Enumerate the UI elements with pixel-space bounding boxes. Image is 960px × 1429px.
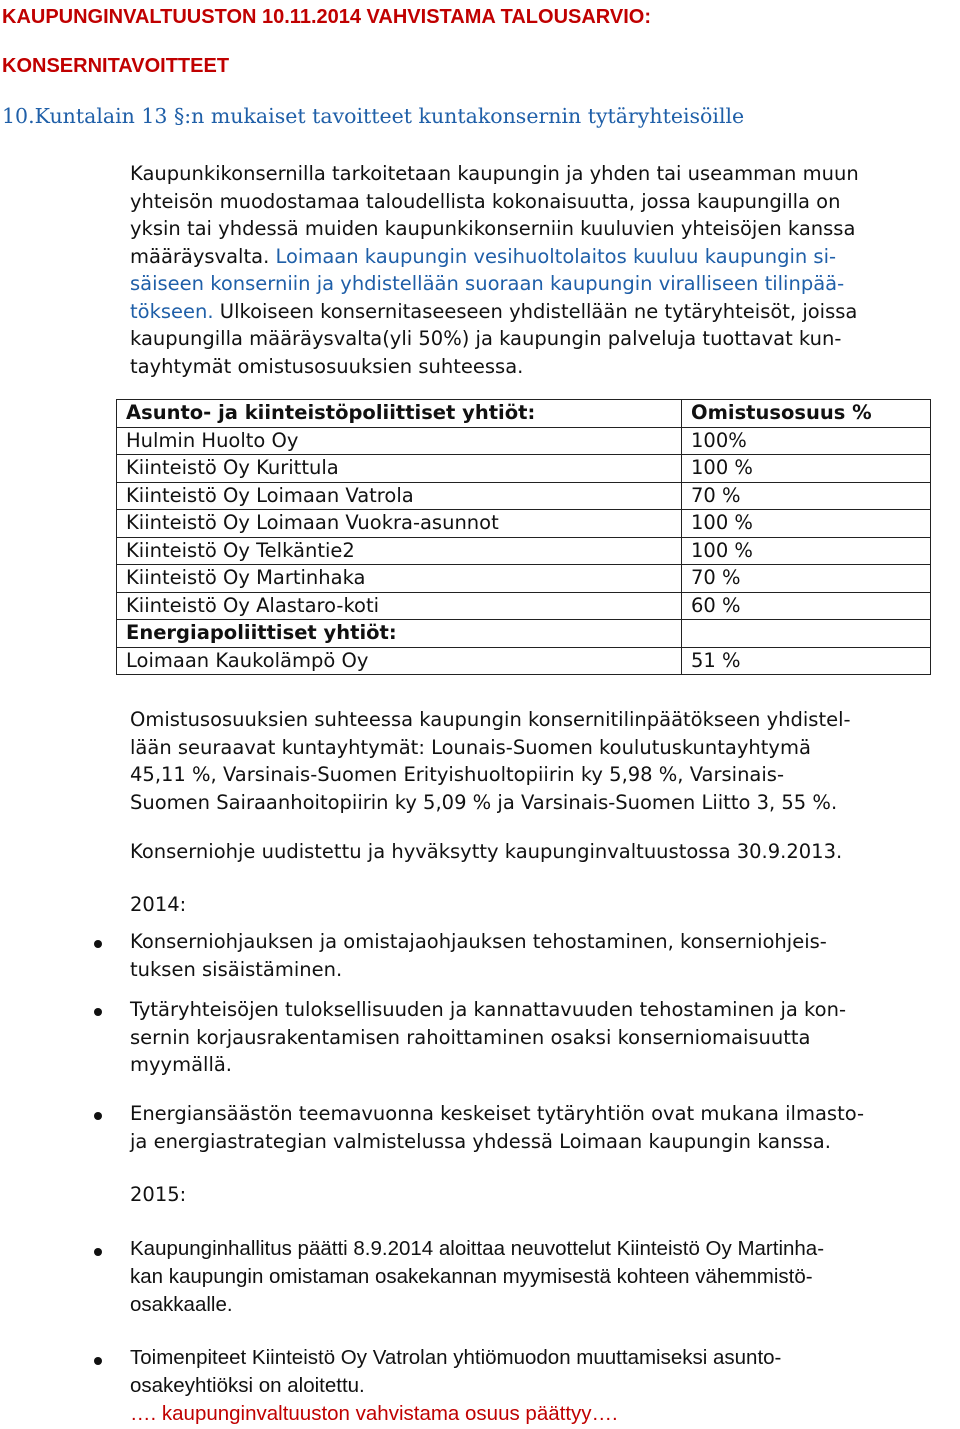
intro-line: yhteisön muodostamaa taloudellista kokonaisuutta, jossa kaupungilla on — [130, 189, 841, 213]
company-name: Kiinteistö Oy Loimaan Vuokra-asunnot — [117, 510, 682, 538]
ownership-share: 100 % — [682, 537, 931, 565]
bullet-line: Energiansäästön teemavuonna keskeiset tytäryhtiön ovat mukana ilmasto- — [130, 1102, 865, 1125]
intro-line-blue: tökseen. — [130, 299, 214, 323]
company-name: Hulmin Huolto Oy — [117, 427, 682, 455]
bullet-line: Toimenpiteet Kiinteistö Oy Vatrolan yhtiömuodon muuttamiseksi asunto- — [130, 1346, 782, 1369]
document-title-line2: KONSERNITAVOITTEET — [2, 55, 230, 77]
ownership-table — [116, 399, 931, 675]
document-title-line1: KAUPUNGINVALTUUSTON 10.11.2014 VAHVISTAMA TALOUSARVIO: — [2, 6, 651, 28]
bullet-line: kan kaupungin omistaman osakekannan myymisestä kohteen vähemmistö- — [130, 1265, 813, 1288]
intro-line: määräysvalta. — [130, 244, 270, 268]
bullet-line: Kaupunginhallitus päätti 8.9.2014 aloittaa neuvottelut Kiinteistö Oy Martinha- — [130, 1237, 825, 1260]
ownership-share: 100 % — [682, 455, 931, 483]
bullet-item-2014 — [130, 928, 827, 983]
intro-line-blue: säiseen konserniin ja yhdistellään suoraan kaupungin viralliseen tilinpää- — [130, 272, 845, 295]
bullet-line: Konserniohjauksen ja omistajaohjauksen tehostaminen, konserniohjeis- — [130, 930, 827, 953]
table-row — [117, 565, 931, 593]
bullet-dot — [94, 1112, 102, 1120]
bullet-item-2015 — [130, 1344, 781, 1428]
year-2014-label: 2014: — [130, 893, 187, 916]
company-name: Kiinteistö Oy Telkäntie2 — [117, 537, 682, 565]
table-header-row — [117, 400, 931, 428]
ownership-share: 100% — [682, 427, 931, 455]
bullet-line: osakkaalle. — [130, 1293, 233, 1316]
ownership-share: 51 % — [682, 647, 931, 675]
konserniohje-text: Konserniohje uudistettu ja hyväksytty kaupunginvaltuustossa 30.9.2013. — [130, 840, 843, 863]
intro-line: yksin tai yhdessä muiden kaupunkikonserniin kuuluvien yhteisöjen kanssa — [130, 217, 856, 240]
bullet-dot — [94, 1008, 102, 1016]
bullet-line: sernin korjausrakentamisen rahoittaminen osaksi konserniomaisuutta — [130, 1025, 811, 1049]
closing-note: …. kaupunginvaltuuston vahvistama osuus päättyy…. — [130, 1402, 618, 1425]
year-2015-label: 2015: — [130, 1183, 187, 1206]
table-row — [117, 455, 931, 483]
bullet-dot — [94, 1248, 102, 1256]
intro-line: Kaupunkikonsernilla tarkoitetaan kaupungin ja yhden tai useamman muun — [130, 162, 859, 185]
bullet-dot — [94, 1357, 102, 1365]
bullet-line: tuksen sisäistäminen. — [130, 957, 343, 981]
bullet-item-2014 — [130, 1100, 864, 1155]
table-row — [117, 510, 931, 538]
bullet-item-2015 — [130, 1235, 824, 1319]
company-name: Loimaan Kaukolämpö Oy — [117, 647, 682, 675]
company-name: Kiinteistö Oy Alastaro-koti — [117, 592, 682, 620]
table-header-company: Asunto- ja kiinteistöpoliittiset yhtiöt: — [117, 400, 682, 428]
bullet-line: myymällä. — [130, 1053, 233, 1076]
ownership-line: Omistusosuuksien suhteessa kaupungin konsernitilinpäätökseen yhdistel- — [130, 708, 851, 731]
table-header-share: Omistusosuus % — [682, 400, 931, 428]
bullet-line: ja energiastrategian valmistelussa yhdessä Loimaan kaupungin kanssa. — [130, 1129, 831, 1153]
table-row — [117, 427, 931, 455]
bullet-line: osakeyhtiöksi on aloitettu. — [130, 1374, 365, 1397]
bullet-dot — [94, 940, 102, 948]
table-row — [117, 592, 931, 620]
ownership-line: 45,11 %, Varsinais-Suomen Erityishuoltopiirin ky 5,98 %, Varsinais- — [130, 763, 784, 786]
intro-line: tayhtymät omistusosuuksien suhteessa. — [130, 354, 524, 378]
intro-paragraph — [130, 160, 960, 380]
ownership-line: lään seuraavat kuntayhtymät: Lounais-Suomen koulutuskuntayhtymä — [130, 735, 811, 759]
intro-line: Ulkoiseen konsernitaseeseen yhdistellään ne tytäryhteisöt, joissa — [213, 299, 858, 323]
intro-line: kaupungilla määräysvalta(yli 50%) ja kaupungin palveluja tuottavat kun- — [130, 327, 842, 350]
ownership-paragraph — [130, 706, 960, 816]
table-row — [117, 647, 931, 675]
bullet-item-2014 — [130, 996, 846, 1079]
intro-line-blue: Loimaan kaupungin vesihuoltolaitos kuuluu kaupungin si- — [269, 244, 837, 268]
ownership-share: 70 % — [682, 482, 931, 510]
table-subheader-row — [117, 620, 931, 648]
energy-subheader: Energiapoliittiset yhtiöt: — [117, 620, 682, 648]
company-name: Kiinteistö Oy Loimaan Vatrola — [117, 482, 682, 510]
table-row — [117, 537, 931, 565]
company-name: Kiinteistö Oy Martinhaka — [117, 565, 682, 593]
ownership-share: 60 % — [682, 592, 931, 620]
empty-cell — [682, 620, 931, 648]
section-heading: 10.Kuntalain 13 §:n mukaiset tavoitteet kuntakonsernin tytäryhteisöille — [2, 104, 745, 128]
ownership-share: 70 % — [682, 565, 931, 593]
table-row — [117, 482, 931, 510]
ownership-share: 100 % — [682, 510, 931, 538]
ownership-line: Suomen Sairaanhoitopiirin ky 5,09 % ja Varsinais-Suomen Liitto 3, 55 %. — [130, 790, 838, 814]
company-name: Kiinteistö Oy Kurittula — [117, 455, 682, 483]
bullet-line: Tytäryhteisöjen tuloksellisuuden ja kannattavuuden tehostaminen ja kon- — [130, 998, 846, 1021]
